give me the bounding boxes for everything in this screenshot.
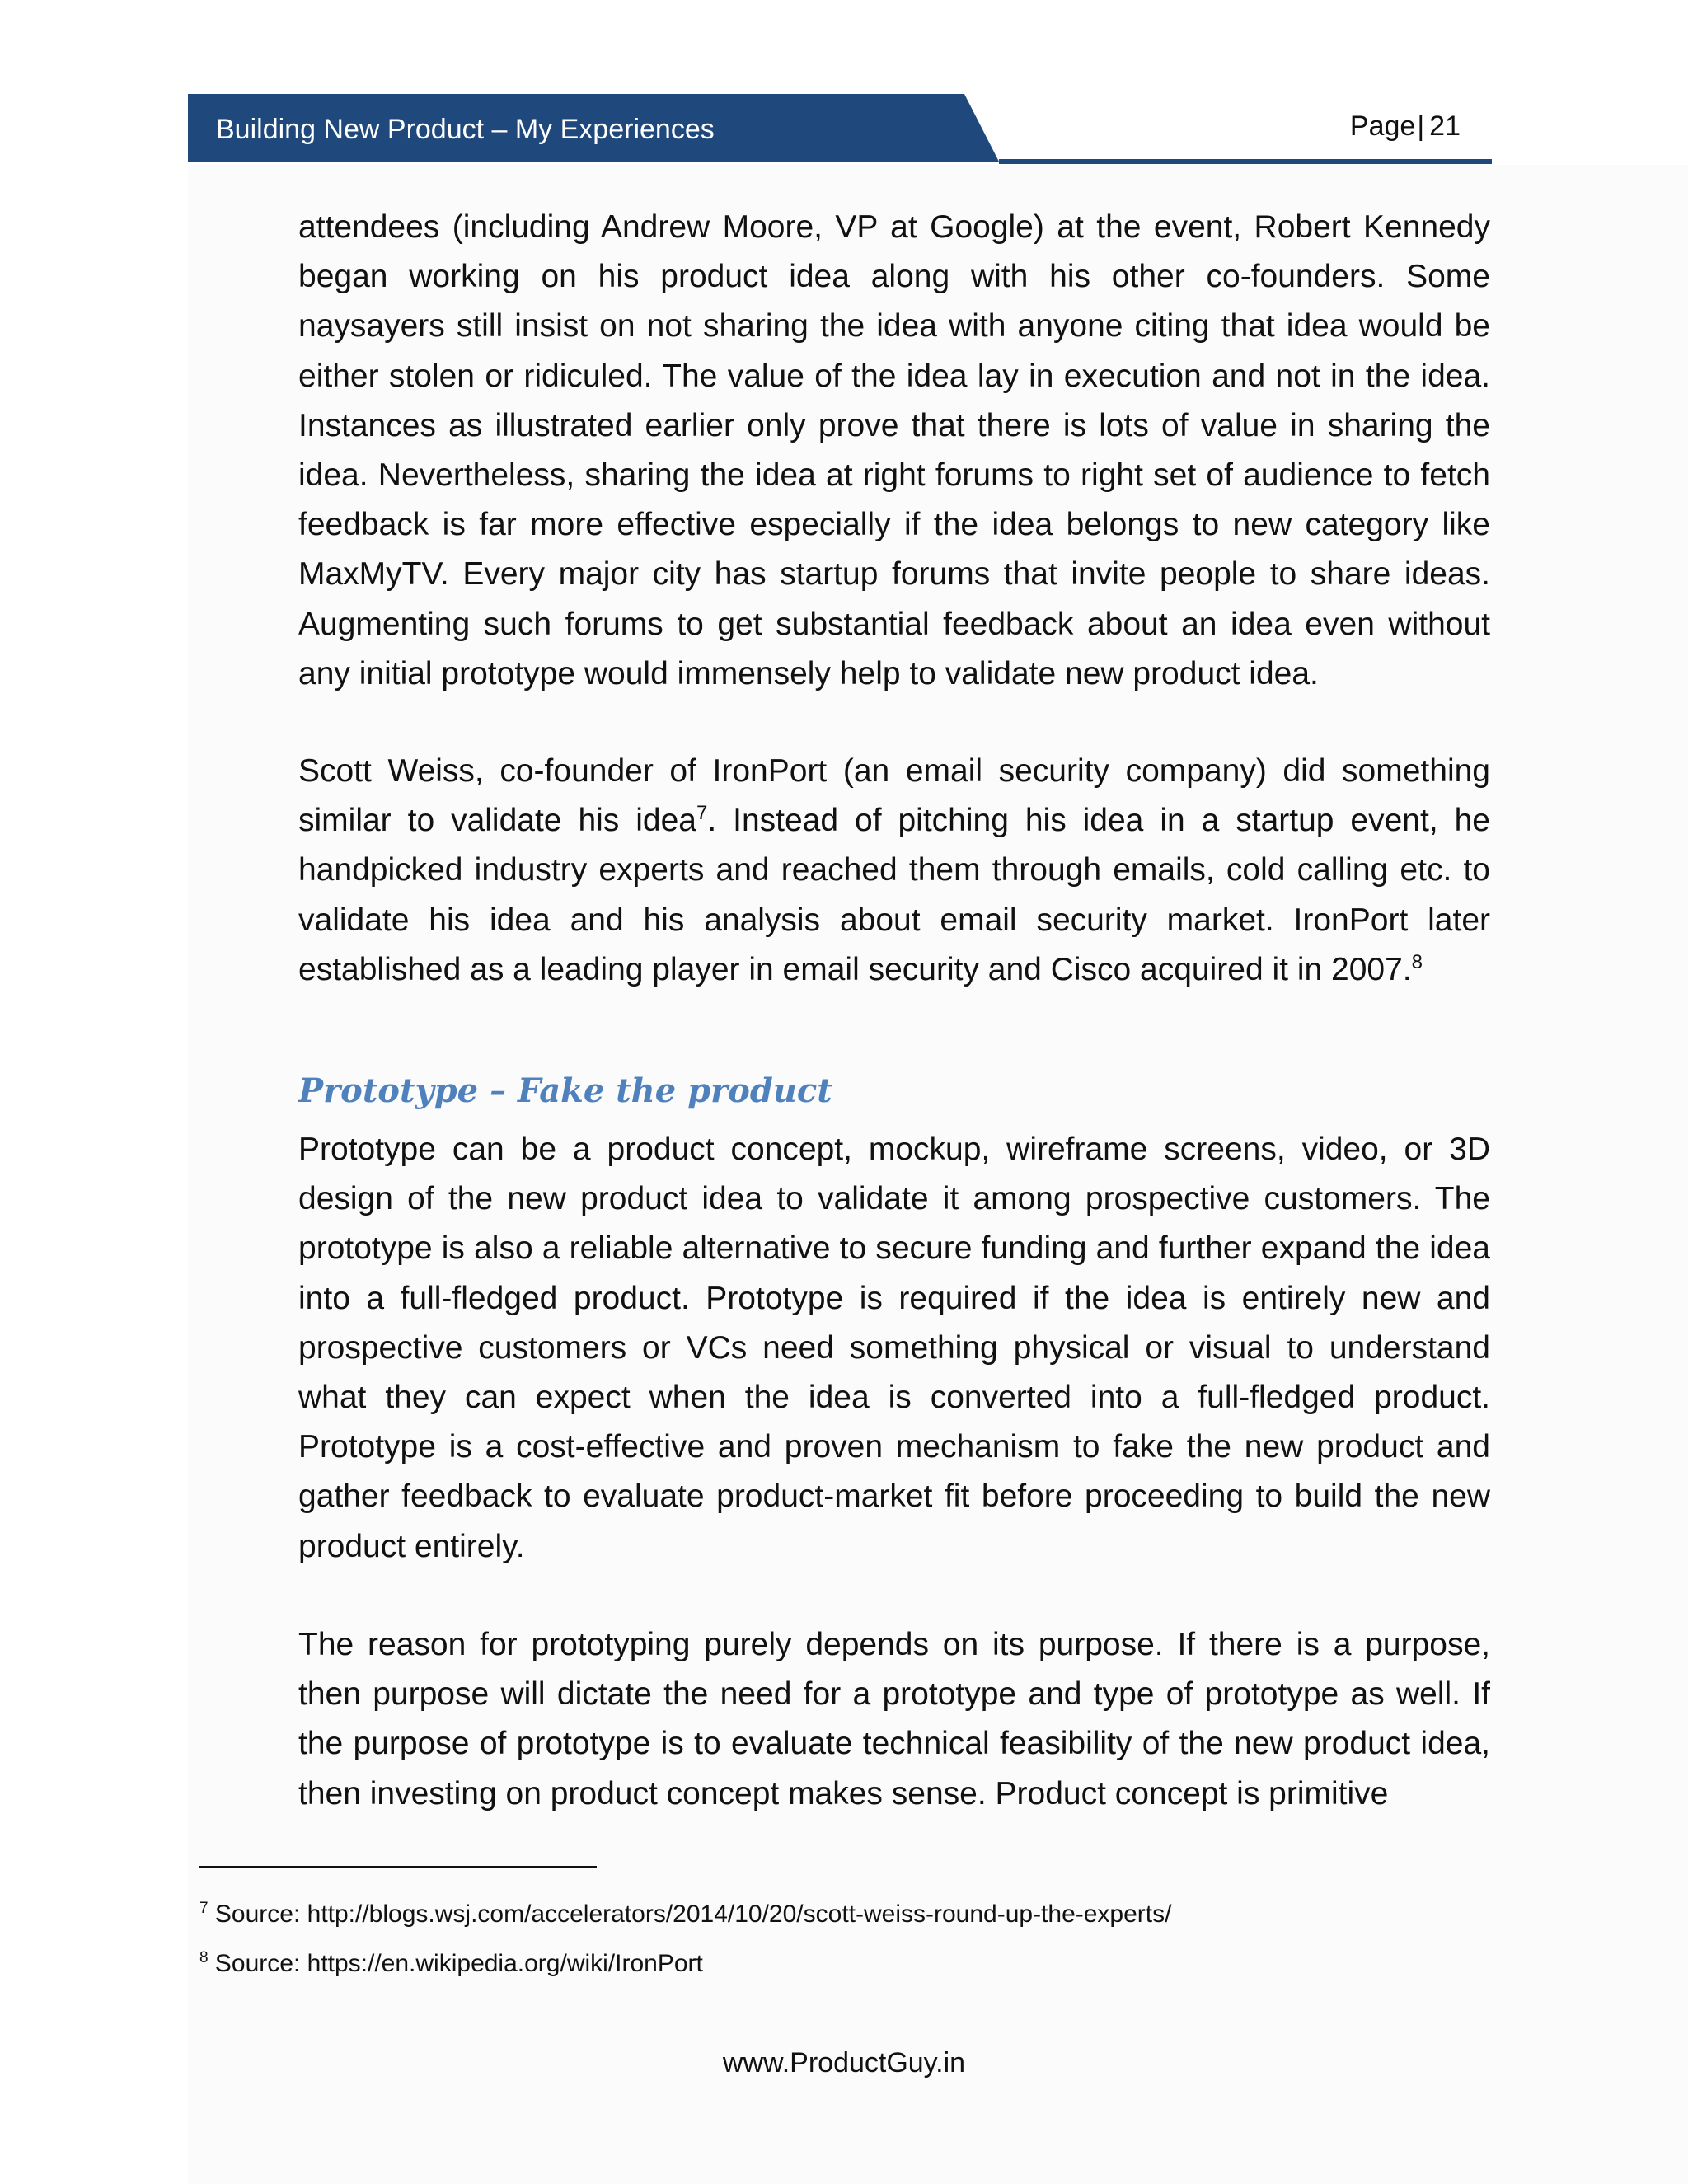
page-separator: | — [1417, 110, 1425, 142]
footnote-ref-8[interactable]: 8 — [1411, 950, 1423, 973]
paragraph-2-text-a: Scott Weiss, co-founder of IronPort (an email security company) did something similar to validate his idea — [298, 753, 1490, 839]
footnote-ref-7[interactable]: 7 — [696, 802, 708, 825]
footnote-text[interactable]: Source: http://blogs.wsj.com/accelerators/2014/10/20/scott-weiss-round-up-the-experts/ — [208, 1900, 1172, 1928]
document-title: Building New Product – My Experiences — [216, 114, 715, 145]
footer-website[interactable]: www.ProductGuy.in — [722, 2047, 966, 2079]
footnote-divider — [199, 1866, 597, 1868]
section-heading: Prototype – Fake the product — [298, 1071, 832, 1110]
page-number-label — [1350, 110, 1461, 143]
page-number: 21 — [1429, 110, 1461, 142]
footnote-number: 8 — [199, 1949, 209, 1966]
footnote-number: 7 — [199, 1900, 209, 1917]
paragraph-3: Prototype can be a product concept, mockup, wireframe screens, video, or 3D design of the new product idea to validate it among prospective customers. The prototype is also a reliable alternative to secure funding and further expand the idea into a full-fledged product. Prototype is required if the idea is entirely new and prospective customers or VCs need something physical or visual to understand what they can expect when the idea is converted into a full-fledged product. Prototype is a cost-effective and proven mechanism to fake the new product and gather feedback to evaluate product-market fit before proceeding to build the new product entirely. — [298, 1132, 1490, 1564]
footnote-8 — [199, 1950, 703, 1978]
footnote-text[interactable]: Source: https://en.wikipedia.org/wiki/IronPort — [208, 1950, 703, 1977]
page-label: Page — [1349, 110, 1416, 142]
paragraph-2-text-b: . Instead of pitching his idea in a startup event, he handpicked industry experts and reached them through emails, cold calling etc. to validate his idea and his analysis about email security market. IronPort later established as a leading player in email security and Cisco acquired it in 2007. — [298, 803, 1490, 987]
page-header — [188, 92, 1492, 166]
paragraph-2 — [298, 747, 1490, 995]
footnote-7 — [199, 1900, 1171, 1929]
paragraph-4: The reason for prototyping purely depends on its purpose. If there is a purpose, then purpose will dictate the need for a prototype and type of prototype as well. If the purpose of prototype is to evaluate technical feasibility of the new product idea, then investing on product concept makes sense. Product concept is primitive — [298, 1627, 1490, 1811]
paragraph-1: attendees (including Andrew Moore, VP at Google) at the event, Robert Kennedy began working on his product idea along with his other co-founders. Some naysayers still insist on not sharing the idea with anyone citing that idea would be either stolen or ridiculed. The value of the idea lay in execution and not in the idea. Instances as illustrated earlier only prove that there is lots of value in sharing the idea. Nevertheless, sharing the idea at right forums to right set of audience to fetch feedback is far more effective especially if the idea belongs to new category like MaxMyTV. Every major city has startup forums that invite people to share ideas. Augmenting such forums to get substantial feedback about an idea even without any initial prototype would immensely help to validate new product idea. — [298, 209, 1490, 691]
